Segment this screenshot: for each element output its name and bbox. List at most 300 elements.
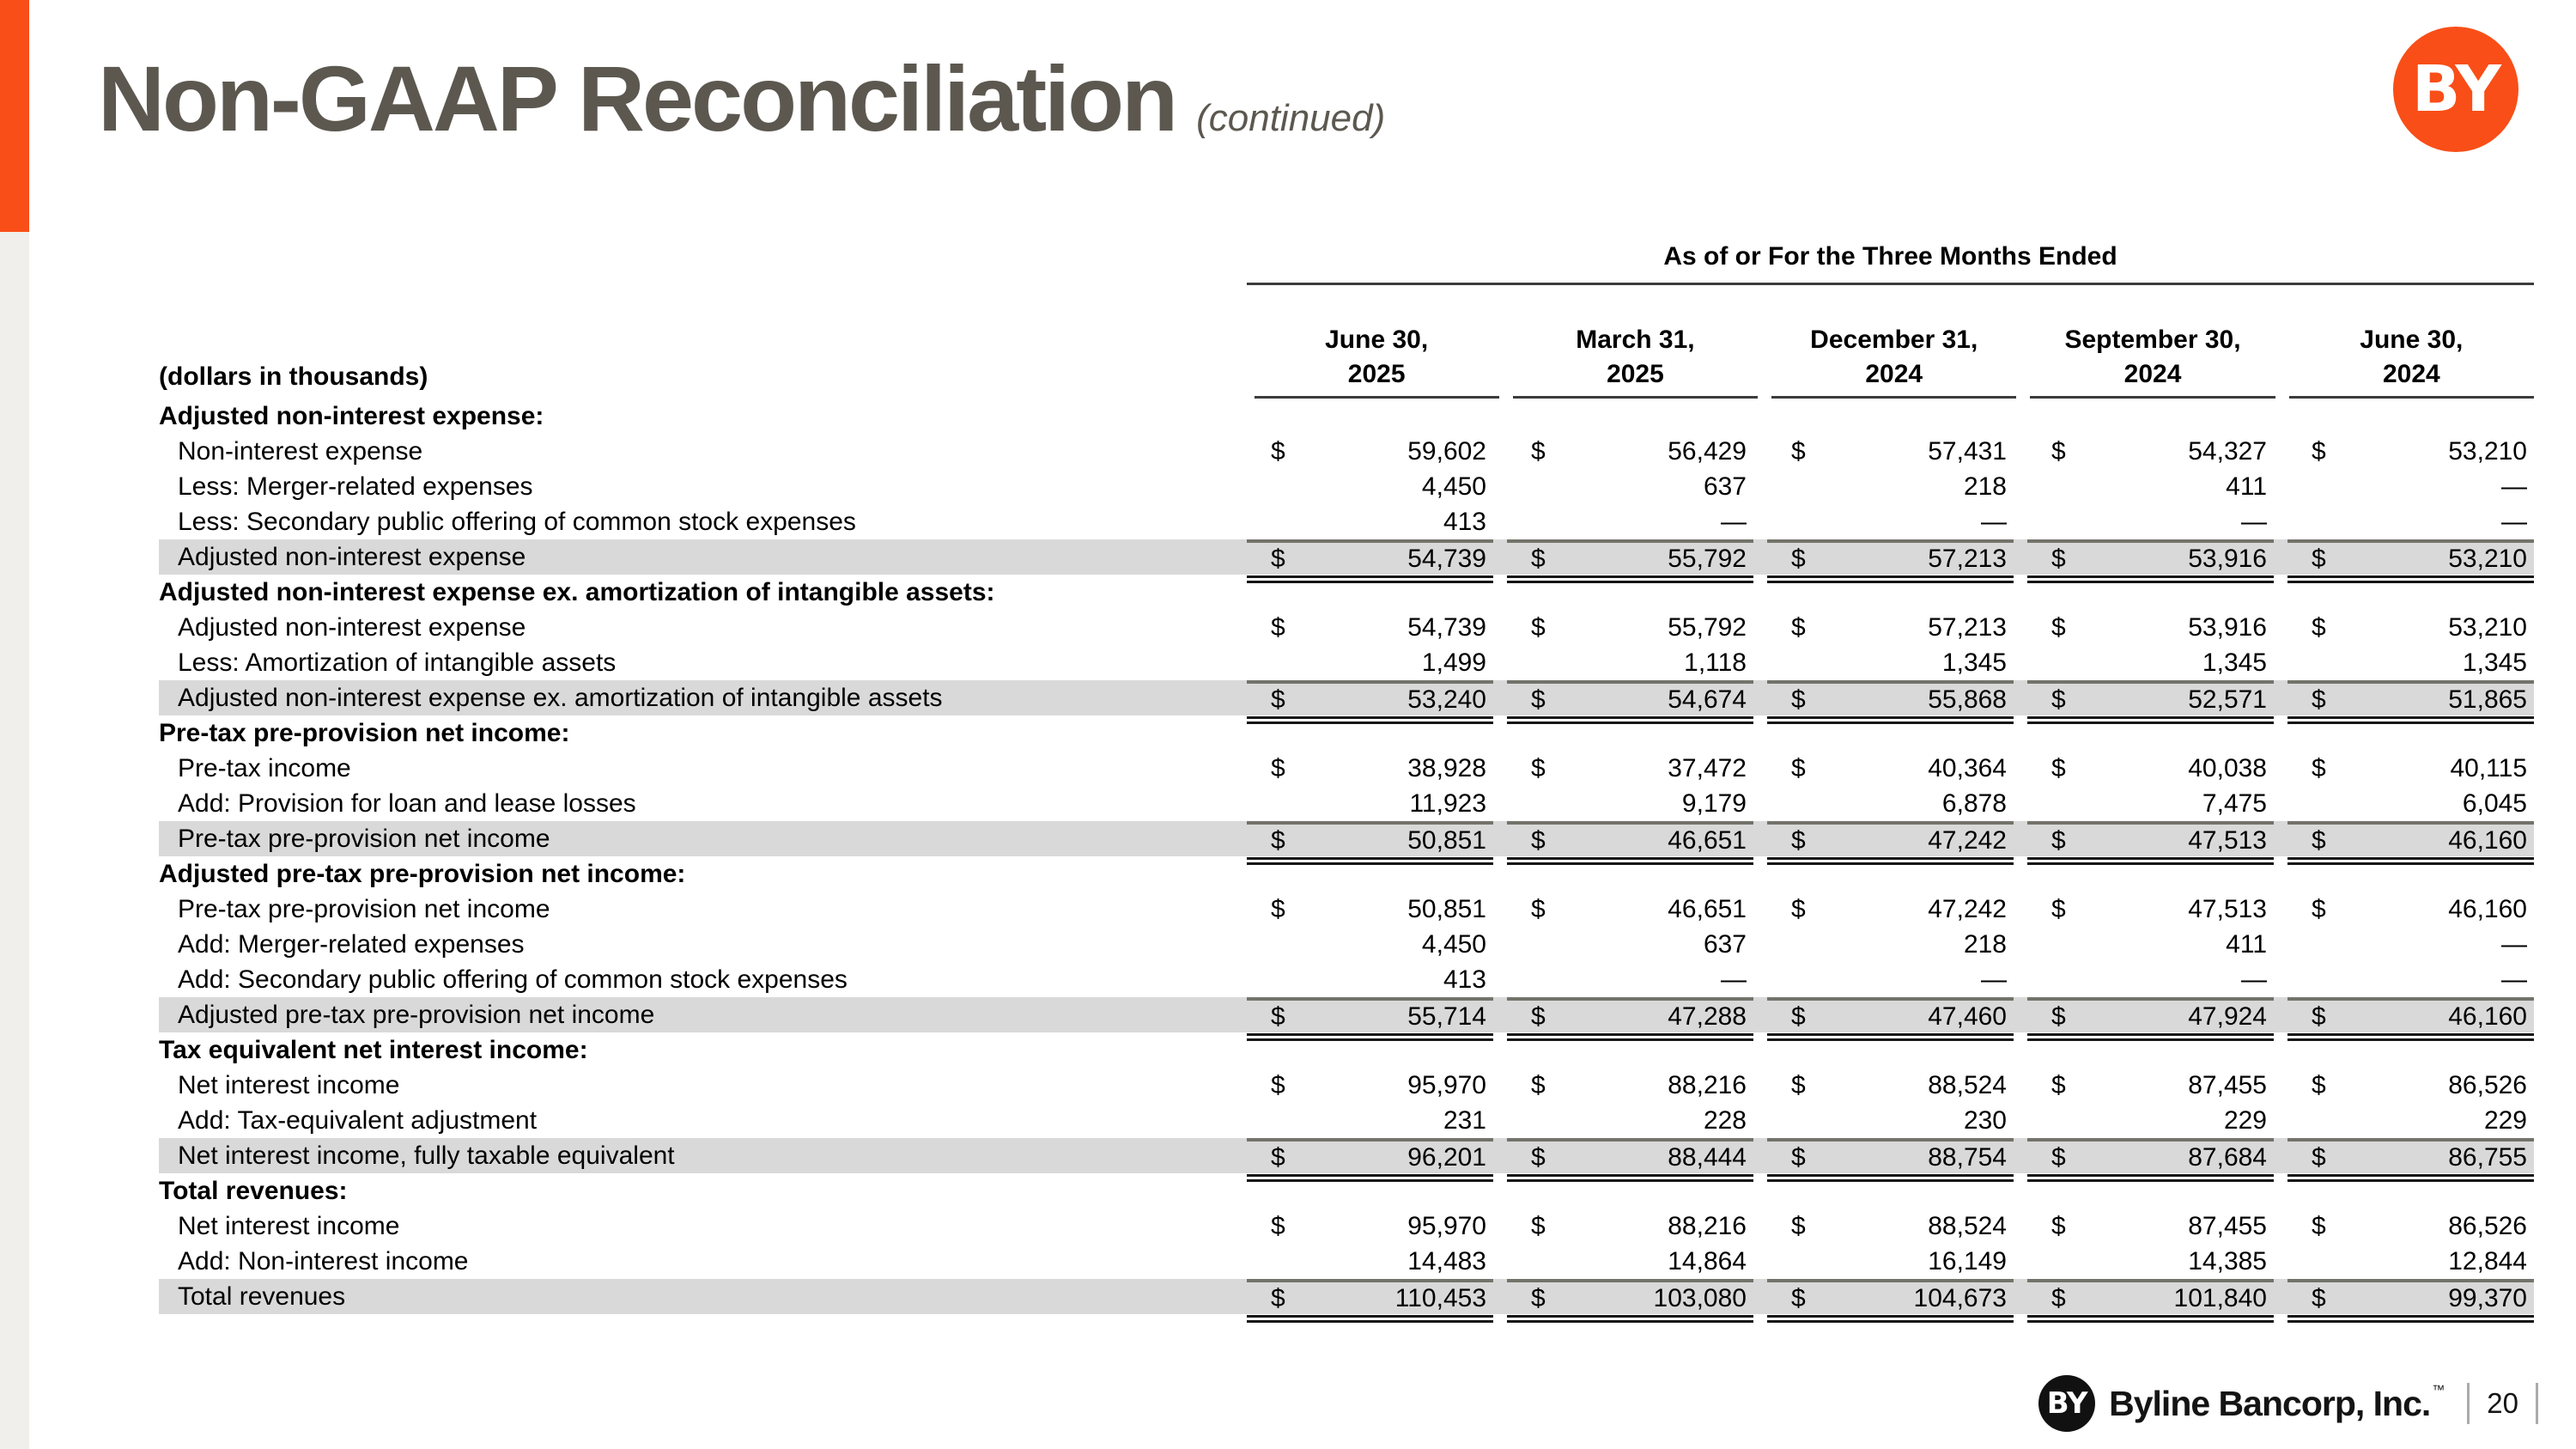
value-cell	[1247, 610, 1493, 645]
value-cell	[1767, 680, 2014, 715]
section-header-row	[159, 399, 2534, 434]
row-label: Add: Provision for loan and lease losses	[178, 788, 636, 818]
dollar-sign: $	[2312, 685, 2326, 714]
value-cell	[1767, 1103, 2014, 1138]
value-cell	[1767, 610, 2014, 645]
section-header: Pre-tax pre-provision net income:	[159, 718, 570, 747]
dollar-sign: $	[2051, 1211, 2066, 1240]
value-cell	[1507, 997, 1753, 1032]
cell-value: 86,526	[2448, 1070, 2527, 1099]
cell-value: 218	[1963, 929, 2007, 959]
dollar-sign: $	[1271, 685, 1285, 714]
cell-value: 1,345	[1941, 648, 2007, 677]
row-label: Adjusted non-interest expense ex. amortization of intangible assets	[178, 683, 943, 712]
row-label: Adjusted pre-tax pre-provision net income	[178, 1000, 655, 1029]
cell-value: 1,118	[1684, 648, 1747, 677]
value-cell	[2027, 1279, 2274, 1314]
data-row	[159, 1068, 2534, 1103]
row-label: Total revenues	[178, 1282, 346, 1311]
section-header: Adjusted pre-tax pre-provision net income:	[159, 859, 686, 888]
column-header-line2: 2025	[1607, 360, 1664, 388]
cell-value: 53,210	[2448, 436, 2527, 466]
cell-value: 47,242	[1928, 894, 2007, 923]
value-cell	[1767, 1209, 2014, 1244]
value-cell	[1507, 1068, 1753, 1103]
value-cell	[2027, 1103, 2274, 1138]
value-cell	[1767, 1138, 2014, 1173]
value-cell	[2287, 434, 2534, 469]
cell-value: 14,385	[2188, 1246, 2267, 1275]
total-row	[159, 1138, 2534, 1173]
value-cell	[1507, 645, 1753, 680]
dollar-sign: $	[1271, 1002, 1285, 1031]
cell-value: —	[2501, 507, 2527, 536]
data-row	[159, 892, 2534, 927]
dollar-sign: $	[1791, 544, 1806, 573]
cell-value: 1,345	[2202, 648, 2267, 677]
cell-value: 101,840	[2173, 1283, 2267, 1312]
dollar-sign: $	[1791, 1002, 1806, 1031]
footer-company-name: Byline Bancorp, Inc.	[2109, 1383, 2431, 1423]
cell-value: 47,288	[1668, 1002, 1747, 1031]
value-cell	[2027, 1068, 2274, 1103]
cell-value: —	[2501, 929, 2527, 959]
dollar-sign: $	[2051, 436, 2066, 466]
cell-value: 9,179	[1681, 788, 1747, 818]
value-cell	[1507, 786, 1753, 821]
cell-value: 38,928	[1407, 753, 1486, 782]
value-cell	[1767, 1244, 2014, 1279]
row-label: Adjusted non-interest expense	[178, 612, 526, 642]
cell-value: 53,240	[1407, 685, 1486, 714]
cell-value: 56,429	[1668, 436, 1747, 466]
cell-value: 37,472	[1668, 753, 1747, 782]
dollar-sign: $	[1531, 1211, 1546, 1240]
column-header-line2: 2024	[1865, 360, 1923, 388]
section-header: Tax equivalent net interest income:	[159, 1035, 588, 1064]
cell-value: 87,455	[2188, 1211, 2267, 1240]
cell-value: —	[2241, 507, 2267, 536]
value-cell	[2287, 786, 2534, 821]
row-label: Add: Merger-related expenses	[178, 929, 525, 959]
cell-value: 88,524	[1928, 1070, 2007, 1099]
cell-value: 40,038	[2188, 753, 2267, 782]
dollar-sign: $	[1271, 1142, 1285, 1172]
dollar-sign: $	[2051, 612, 2066, 642]
value-cell	[2287, 997, 2534, 1032]
cell-value: 88,216	[1668, 1211, 1747, 1240]
value-cell	[1247, 469, 1493, 504]
value-cell	[2027, 610, 2274, 645]
cell-value: 47,460	[1928, 1002, 2007, 1031]
cell-value: 47,513	[2188, 894, 2267, 923]
column-header-line1: March 31,	[1576, 326, 1695, 354]
value-cell	[1247, 645, 1493, 680]
dollar-sign: $	[1271, 825, 1285, 855]
value-cell	[2287, 645, 2534, 680]
value-cell	[1767, 504, 2014, 539]
value-cell	[2027, 1138, 2274, 1173]
cell-value: 52,571	[2188, 685, 2267, 714]
cell-value: 59,602	[1407, 436, 1486, 466]
value-cell	[2287, 821, 2534, 856]
cell-value: 218	[1963, 472, 2007, 501]
data-row	[159, 610, 2534, 645]
cell-value: 6,045	[2462, 788, 2527, 818]
cell-value: 1,499	[1421, 648, 1486, 677]
value-cell	[2287, 1279, 2534, 1314]
value-cell	[2287, 751, 2534, 786]
value-cell	[2027, 997, 2274, 1032]
cell-value: 40,115	[2450, 753, 2527, 782]
page-number: 20	[2487, 1387, 2518, 1419]
row-label: Net interest income	[178, 1211, 400, 1240]
cell-value: 47,924	[2188, 1002, 2267, 1031]
footer	[2038, 1373, 2538, 1434]
value-cell	[1507, 892, 1753, 927]
cell-value: 53,210	[2448, 544, 2527, 573]
dollar-sign: $	[1531, 1283, 1546, 1312]
dollar-sign: $	[2312, 1070, 2326, 1099]
dollar-sign: $	[1791, 753, 1806, 782]
cell-value: 110,453	[1394, 1283, 1486, 1312]
cell-value: 87,455	[2188, 1070, 2267, 1099]
cell-value: 229	[2223, 1105, 2267, 1135]
value-cell	[2027, 786, 2274, 821]
dollar-sign: $	[1531, 753, 1546, 782]
value-cell	[1767, 892, 2014, 927]
dollar-sign: $	[2312, 1142, 2326, 1172]
value-cell	[1507, 434, 1753, 469]
row-label: Add: Tax-equivalent adjustment	[178, 1105, 538, 1135]
value-cell	[1767, 751, 2014, 786]
value-cell	[2287, 962, 2534, 997]
value-cell	[2287, 1244, 2534, 1279]
cell-value: 230	[1963, 1105, 2007, 1135]
page-title-continued: (continued)	[1196, 97, 1386, 139]
cell-value: 86,755	[2448, 1142, 2527, 1172]
cell-value: 53,916	[2188, 544, 2267, 573]
value-cell	[2287, 504, 2534, 539]
cell-value: 46,651	[1668, 825, 1747, 855]
value-cell	[1507, 1279, 1753, 1314]
dollar-sign: $	[1791, 1211, 1806, 1240]
value-cell	[1767, 927, 2014, 962]
cell-value: 57,213	[1928, 612, 2007, 642]
row-label: Pre-tax income	[178, 753, 351, 782]
dollar-sign: $	[1531, 544, 1546, 573]
value-cell	[2027, 1209, 2274, 1244]
cell-value: 228	[1703, 1105, 1747, 1135]
value-cell	[2287, 539, 2534, 575]
column-header-line2: 2024	[2123, 360, 2182, 388]
dollar-sign: $	[1531, 1002, 1546, 1031]
cell-value: 1,345	[2462, 648, 2527, 677]
cell-value: 87,684	[2188, 1142, 2267, 1172]
value-cell	[1247, 1103, 1493, 1138]
dollar-sign: $	[1271, 1070, 1285, 1099]
cell-value: 54,327	[2188, 436, 2267, 466]
dollar-sign: $	[1271, 544, 1285, 573]
cell-value: 86,526	[2448, 1211, 2527, 1240]
page-title: Non-GAAP Reconciliation	[98, 46, 1176, 150]
label-column-header	[159, 323, 1241, 399]
dollar-sign: $	[1791, 1142, 1806, 1172]
value-cell	[1247, 504, 1493, 539]
cell-value: 6,878	[1941, 788, 2007, 818]
cell-value: 637	[1703, 472, 1747, 501]
dollar-sign: $	[1531, 436, 1546, 466]
cell-value: 57,431	[1928, 436, 2007, 466]
cell-value: 95,970	[1407, 1070, 1486, 1099]
value-cell	[1247, 434, 1493, 469]
value-cell	[1507, 610, 1753, 645]
dollar-sign: $	[2312, 894, 2326, 923]
cell-value: 14,483	[1407, 1246, 1486, 1275]
cell-value: 411	[2226, 472, 2267, 501]
dollar-sign: $	[1271, 1283, 1285, 1312]
dollar-sign: $	[1271, 612, 1285, 642]
cell-value: 95,970	[1407, 1211, 1486, 1240]
dollar-sign: $	[2051, 825, 2066, 855]
value-cell	[1247, 997, 1493, 1032]
cell-value: 53,916	[2188, 612, 2267, 642]
value-cell	[1247, 892, 1493, 927]
value-cell	[2027, 680, 2274, 715]
value-cell	[1767, 997, 2014, 1032]
value-cell	[1247, 1209, 1493, 1244]
value-cell	[2027, 504, 2274, 539]
value-cell	[1247, 1068, 1493, 1103]
dollar-sign: $	[2051, 894, 2066, 923]
cell-value: 14,864	[1668, 1246, 1747, 1275]
dollar-sign: $	[2312, 1283, 2326, 1312]
data-row	[159, 1209, 2534, 1244]
total-row	[159, 1279, 2534, 1314]
dollar-sign: $	[1271, 753, 1285, 782]
cell-value: —	[2501, 965, 2527, 994]
column-header-jun-2024	[2289, 323, 2534, 399]
value-cell	[1247, 1244, 1493, 1279]
value-cell	[1247, 821, 1493, 856]
cell-value: —	[2241, 965, 2267, 994]
total-row	[159, 821, 2534, 856]
cell-value: 53,210	[2448, 612, 2527, 642]
section-header: Total revenues:	[159, 1176, 348, 1205]
reconciliation-table	[159, 242, 2534, 1314]
units-label: (dollars in thousands)	[159, 362, 428, 391]
cell-value: 55,792	[1668, 544, 1747, 573]
dollar-sign: $	[1531, 1142, 1546, 1172]
column-header-line1: June 30,	[1325, 326, 1429, 354]
value-cell	[1767, 1279, 2014, 1314]
value-cell	[2287, 1209, 2534, 1244]
value-cell	[2027, 892, 2274, 927]
dollar-sign: $	[2051, 1002, 2066, 1031]
dollar-sign: $	[1271, 894, 1285, 923]
table-rows	[159, 399, 2534, 1314]
cell-value: 103,080	[1653, 1283, 1747, 1312]
cell-value: 46,160	[2448, 825, 2527, 855]
cell-value: 46,160	[2448, 1002, 2527, 1031]
cell-value: —	[2501, 472, 2527, 501]
dollar-sign: $	[2051, 685, 2066, 714]
value-cell	[1247, 680, 1493, 715]
value-cell	[2027, 539, 2274, 575]
cell-value: 54,674	[1668, 685, 1747, 714]
dollar-sign: $	[2312, 753, 2326, 782]
cell-value: 413	[1443, 965, 1486, 994]
value-cell	[1767, 821, 2014, 856]
section-header-row	[159, 575, 2534, 610]
footer-logo-icon	[2038, 1375, 2095, 1432]
row-label: Net interest income	[178, 1070, 400, 1099]
cell-value: 46,651	[1668, 894, 1747, 923]
dollar-sign: $	[1531, 685, 1546, 714]
dollar-sign: $	[1791, 1283, 1806, 1312]
column-header-sep-2024	[2030, 323, 2275, 399]
cell-value: —	[1981, 507, 2007, 536]
value-cell	[2287, 1103, 2534, 1138]
cell-value: 7,475	[2202, 788, 2267, 818]
value-cell	[2287, 680, 2534, 715]
cell-value: 104,673	[1913, 1283, 2007, 1312]
dollar-sign: $	[2312, 612, 2326, 642]
cell-value: 55,792	[1668, 612, 1747, 642]
value-cell	[1507, 1103, 1753, 1138]
value-cell	[1507, 504, 1753, 539]
section-header: Adjusted non-interest expense:	[159, 401, 544, 430]
cell-value: 16,149	[1928, 1246, 2007, 1275]
cell-value: 637	[1703, 929, 1747, 959]
value-cell	[1507, 1138, 1753, 1173]
cell-value: 4,450	[1421, 472, 1486, 501]
cell-value: —	[1721, 507, 1747, 536]
row-label: Pre-tax pre-provision net income	[178, 894, 550, 923]
logo-monogram: BY	[2412, 52, 2500, 126]
section-header-row	[159, 1173, 2534, 1209]
row-label: Net interest income, fully taxable equivalent	[178, 1141, 675, 1170]
cell-value: 47,513	[2188, 825, 2267, 855]
data-row	[159, 1244, 2534, 1279]
cell-value: 411	[2226, 929, 2267, 959]
row-label: Add: Secondary public offering of common stock expenses	[178, 965, 848, 994]
value-cell	[1767, 469, 2014, 504]
cell-value: 46,160	[2448, 894, 2527, 923]
dollar-sign: $	[2051, 753, 2066, 782]
value-cell	[1507, 539, 1753, 575]
dollar-sign: $	[1791, 825, 1806, 855]
value-cell	[2027, 927, 2274, 962]
value-cell	[1247, 786, 1493, 821]
value-cell	[2027, 962, 2274, 997]
dollar-sign: $	[2312, 825, 2326, 855]
cell-value: 229	[2483, 1105, 2527, 1135]
dollar-sign: $	[1271, 1211, 1285, 1240]
value-cell	[1507, 469, 1753, 504]
cell-value: 88,524	[1928, 1211, 2007, 1240]
value-cell	[2287, 927, 2534, 962]
cell-value: 50,851	[1407, 825, 1486, 855]
value-cell	[1767, 1068, 2014, 1103]
dollar-sign: $	[2312, 436, 2326, 466]
column-header-line2: 2025	[1347, 360, 1406, 388]
value-cell	[2027, 434, 2274, 469]
table-span-header: As of or For the Three Months Ended	[1247, 242, 2534, 285]
footer-logo-monogram: BY	[2046, 1386, 2087, 1421]
row-label: Less: Secondary public offering of common stock expenses	[178, 507, 856, 536]
row-label: Less: Amortization of intangible assets	[178, 648, 617, 677]
value-cell	[2027, 751, 2274, 786]
dollar-sign: $	[1791, 1070, 1806, 1099]
data-row	[159, 469, 2534, 504]
value-cell	[2027, 821, 2274, 856]
dollar-sign: $	[2051, 1070, 2066, 1099]
value-cell	[1507, 680, 1753, 715]
cell-value: 96,201	[1407, 1142, 1486, 1172]
cell-value: 51,865	[2448, 685, 2527, 714]
value-cell	[2027, 469, 2274, 504]
dollar-sign: $	[1271, 436, 1285, 466]
cell-value: 88,444	[1668, 1142, 1747, 1172]
cell-value: 40,364	[1928, 753, 2007, 782]
data-row	[159, 434, 2534, 469]
value-cell	[1247, 1138, 1493, 1173]
section-header-row	[159, 856, 2534, 892]
cell-value: 88,754	[1928, 1142, 2007, 1172]
cell-value: 54,739	[1407, 612, 1486, 642]
cell-value: 413	[1443, 507, 1486, 536]
dollar-sign: $	[2051, 1283, 2066, 1312]
dollar-sign: $	[1531, 894, 1546, 923]
value-cell	[1247, 962, 1493, 997]
dollar-sign: $	[2051, 1142, 2066, 1172]
value-cell	[1507, 927, 1753, 962]
data-row	[159, 1103, 2534, 1138]
total-row	[159, 997, 2534, 1032]
row-label: Less: Merger-related expenses	[178, 472, 533, 501]
section-header-row	[159, 1032, 2534, 1068]
value-cell	[1507, 1209, 1753, 1244]
dollar-sign: $	[1791, 436, 1806, 466]
cell-value: 47,242	[1928, 825, 2007, 855]
value-cell	[1507, 1244, 1753, 1279]
data-row	[159, 751, 2534, 786]
left-side-strip	[0, 232, 29, 1449]
dollar-sign: $	[1531, 612, 1546, 642]
row-label: Non-interest expense	[178, 436, 423, 466]
cell-value: 55,868	[1928, 685, 2007, 714]
row-label: Adjusted non-interest expense	[178, 542, 526, 571]
value-cell	[2287, 469, 2534, 504]
cell-value: 55,714	[1407, 1002, 1486, 1031]
value-cell	[2027, 1244, 2274, 1279]
data-row	[159, 504, 2534, 539]
value-cell	[1507, 821, 1753, 856]
dollar-sign: $	[1531, 1070, 1546, 1099]
value-cell	[2287, 1068, 2534, 1103]
column-header-line1: December 31,	[1810, 326, 1978, 354]
column-header-line1: June 30,	[2360, 326, 2464, 354]
value-cell	[1247, 927, 1493, 962]
section-header-row	[159, 715, 2534, 751]
byline-logo-icon	[2393, 27, 2518, 152]
cell-value: 88,216	[1668, 1070, 1747, 1099]
footer-divider	[2536, 1383, 2538, 1424]
dollar-sign: $	[2312, 1002, 2326, 1031]
value-cell	[1507, 962, 1753, 997]
cell-value: 4,450	[1421, 929, 1486, 959]
